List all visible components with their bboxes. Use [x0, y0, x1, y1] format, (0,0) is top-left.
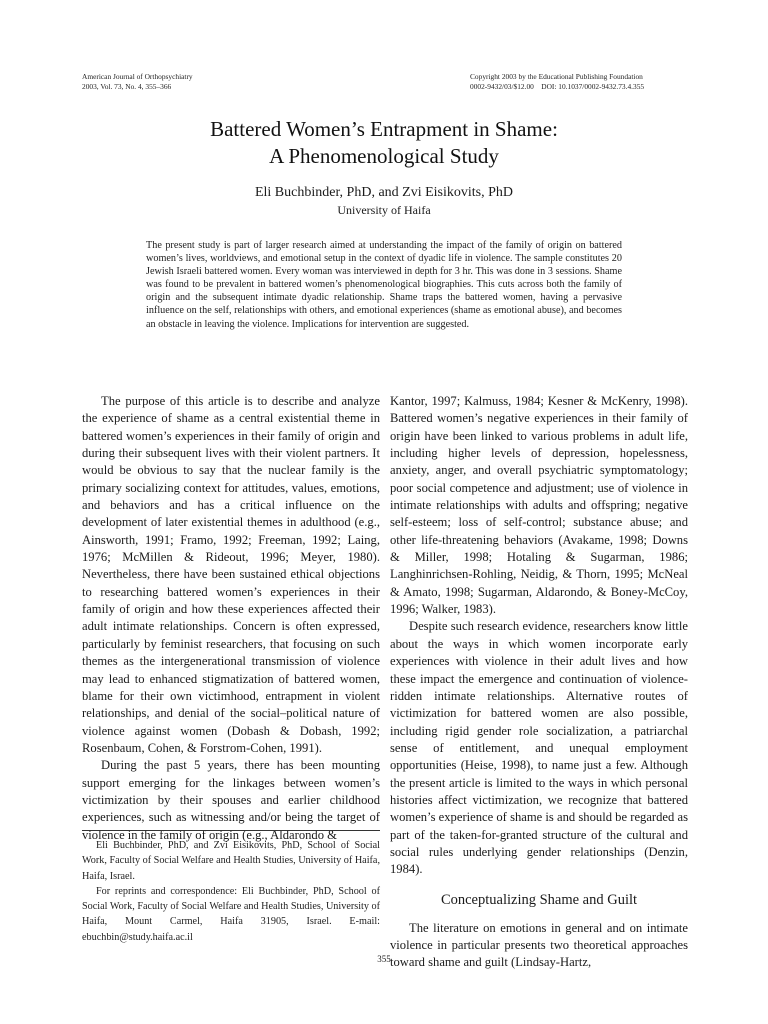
article-title — [0, 116, 768, 170]
paragraph: Kantor, 1997; Kalmuss, 1984; Kesner & McKenry, 1998). Battered women’s negative experiences in their family of origin have been linked to various problems in adult life, including higher levels of depression, hopelessness, anxiety, anger, and overall psychiatric symptomatology; poor social competence and adjustment; use of violence in intimate relationships with adults and offspring; negative self-esteem; loss of self-control; substance abuse; and other life-threatening behaviors (Avakame, 1998; Downs & Miller, 1998; Hotaling & Sugarman, 1986; Langhinrichsen-Rohling, Neidig, & Thorn, 1995; McNeal & Amato, 1998; Sugarman, Aldarondo, & Boney-McCoy, 1996; Walker, 1983). — [390, 394, 688, 617]
copyright-header — [470, 72, 644, 92]
paragraph: The literature on emotions in general and on intimate violence in particular presents two theoretical approaches toward shame and guilt (Lindsay-Hartz, — [390, 920, 688, 970]
journal-header — [82, 72, 193, 92]
section-heading: Conceptualizing Shame and Guilt — [440, 891, 638, 908]
title-line-1: Battered Women’s Entrapment in Shame: — [210, 117, 558, 141]
title-line-2: A Phenomenological Study — [269, 144, 499, 168]
authors: Eli Buchbinder, PhD, and Zvi Eisikovits, PhD — [254, 185, 514, 200]
footnote-divider — [82, 830, 380, 831]
footnote-correspondence: For reprints and correspondence: Eli Buchbinder, PhD, School of Social Work, Faculty of Social Welfare and Health Studies, University of Haifa, Mount Carmel, Haifa 31905, Israel. E-mail: ebuchbin@study.haifa.ac.il — [82, 885, 380, 943]
footnotes — [82, 838, 380, 945]
footnote-affiliation: Eli Buchbinder, PhD, and Zvi Eisikovits, PhD, School of Social Work, Faculty of Social Welfare and Health Studies, University of Haifa, Haifa, Israel. — [82, 840, 380, 882]
page-number: 355 — [377, 954, 391, 964]
left-column — [82, 393, 380, 844]
paragraph: During the past 5 years, there has been mounting support emerging for the linkages between women’s victimization by their spouses and earlier childhood experiences, such as witnessing and/or being the target of violence in the family of origin (e.g., Aldarondo & — [82, 758, 380, 842]
abstract: The present study is part of larger research aimed at understanding the impact of the family of origin on battered women’s lives, worldviews, and emotional setup in the context of dyadic life in violence. The sample constitutes 20 Jewish Israeli battered women. Every woman was interviewed in depth for 3 hr. This was done in 3 sessions. Shame was found to be prevalent in battered women’s phenomenological biographies. This cuts across both the family of origin and the subsequent intimate dyadic relationship. Shame traps the battered women, having a pervasive influence on the self, relationships with others, and emotional experiences (shame as emotional abuse), and becomes an obstacle in leaving the violence. Implications for intervention are suggested. — [146, 240, 622, 330]
journal-volume: 2003, Vol. 73, No. 4, 355–366 — [82, 82, 172, 91]
copyright-line: Copyright 2003 by the Educational Publishing Foundation — [470, 72, 643, 81]
paragraph: Despite such research evidence, researchers know little about the ways in which women incorporate early experiences with violence in their adult lives and how these impact the emergence and continuation of violence-ridden intimate relationships. Alternative routes of victimization for battered women are also possible, including rigid gender role socialization, a patriarchal sense of entitlement, and unequal employment opportunities (Heise, 1998), to name just a few. Although the present article is limited to the ways in which personal histories affect victimization, we recognize that battered women’s experience of shame is and should be regarded as part of the taken-for-granted structure of the cultural and social rules underlying gender relationships (Denzin, 1984). — [390, 619, 688, 877]
right-column — [390, 393, 688, 972]
affiliation: University of Haifa — [337, 203, 431, 217]
journal-name: American Journal of Orthopsychiatry — [82, 72, 193, 81]
paragraph: The purpose of this article is to describe and analyze the experience of shame as a central existential theme in battered women’s experiences in their family of origin and during their subsequent lives with their violent partners. It would be obvious to say that the nuclear family is the primary socializing context for attitudes, values, emotions, and behaviors and has a critical influence on the development of later existential themes in adulthood (e.g., Ainsworth, 1991; Framo, 1992; Freeman, 1992; Laing, 1976; McMillen & Rideout, 1996; Meyer, 1980). Nevertheless, there have been sustained ethical objections to researching battered women’s experiences in their family of origin and how these experiences affected their adult intimate relationships. Concern is often expressed, particularly by feminist researchers, that focusing on such themes as the intergenerational transmission of violence may lead to enhanced stigmatization of battered women, blame for their own victimhood, entrapment in violent relationships, and denial of the social–political nature of violence against women (Dobash & Dobash, 1992; Rosenbaum, Cohen, & Forstrom-Cohen, 1991). — [82, 394, 380, 755]
doi-line: 0002-9432/03/$12.00 DOI: 10.1037/0002-9432.73.4.355 — [470, 82, 645, 91]
